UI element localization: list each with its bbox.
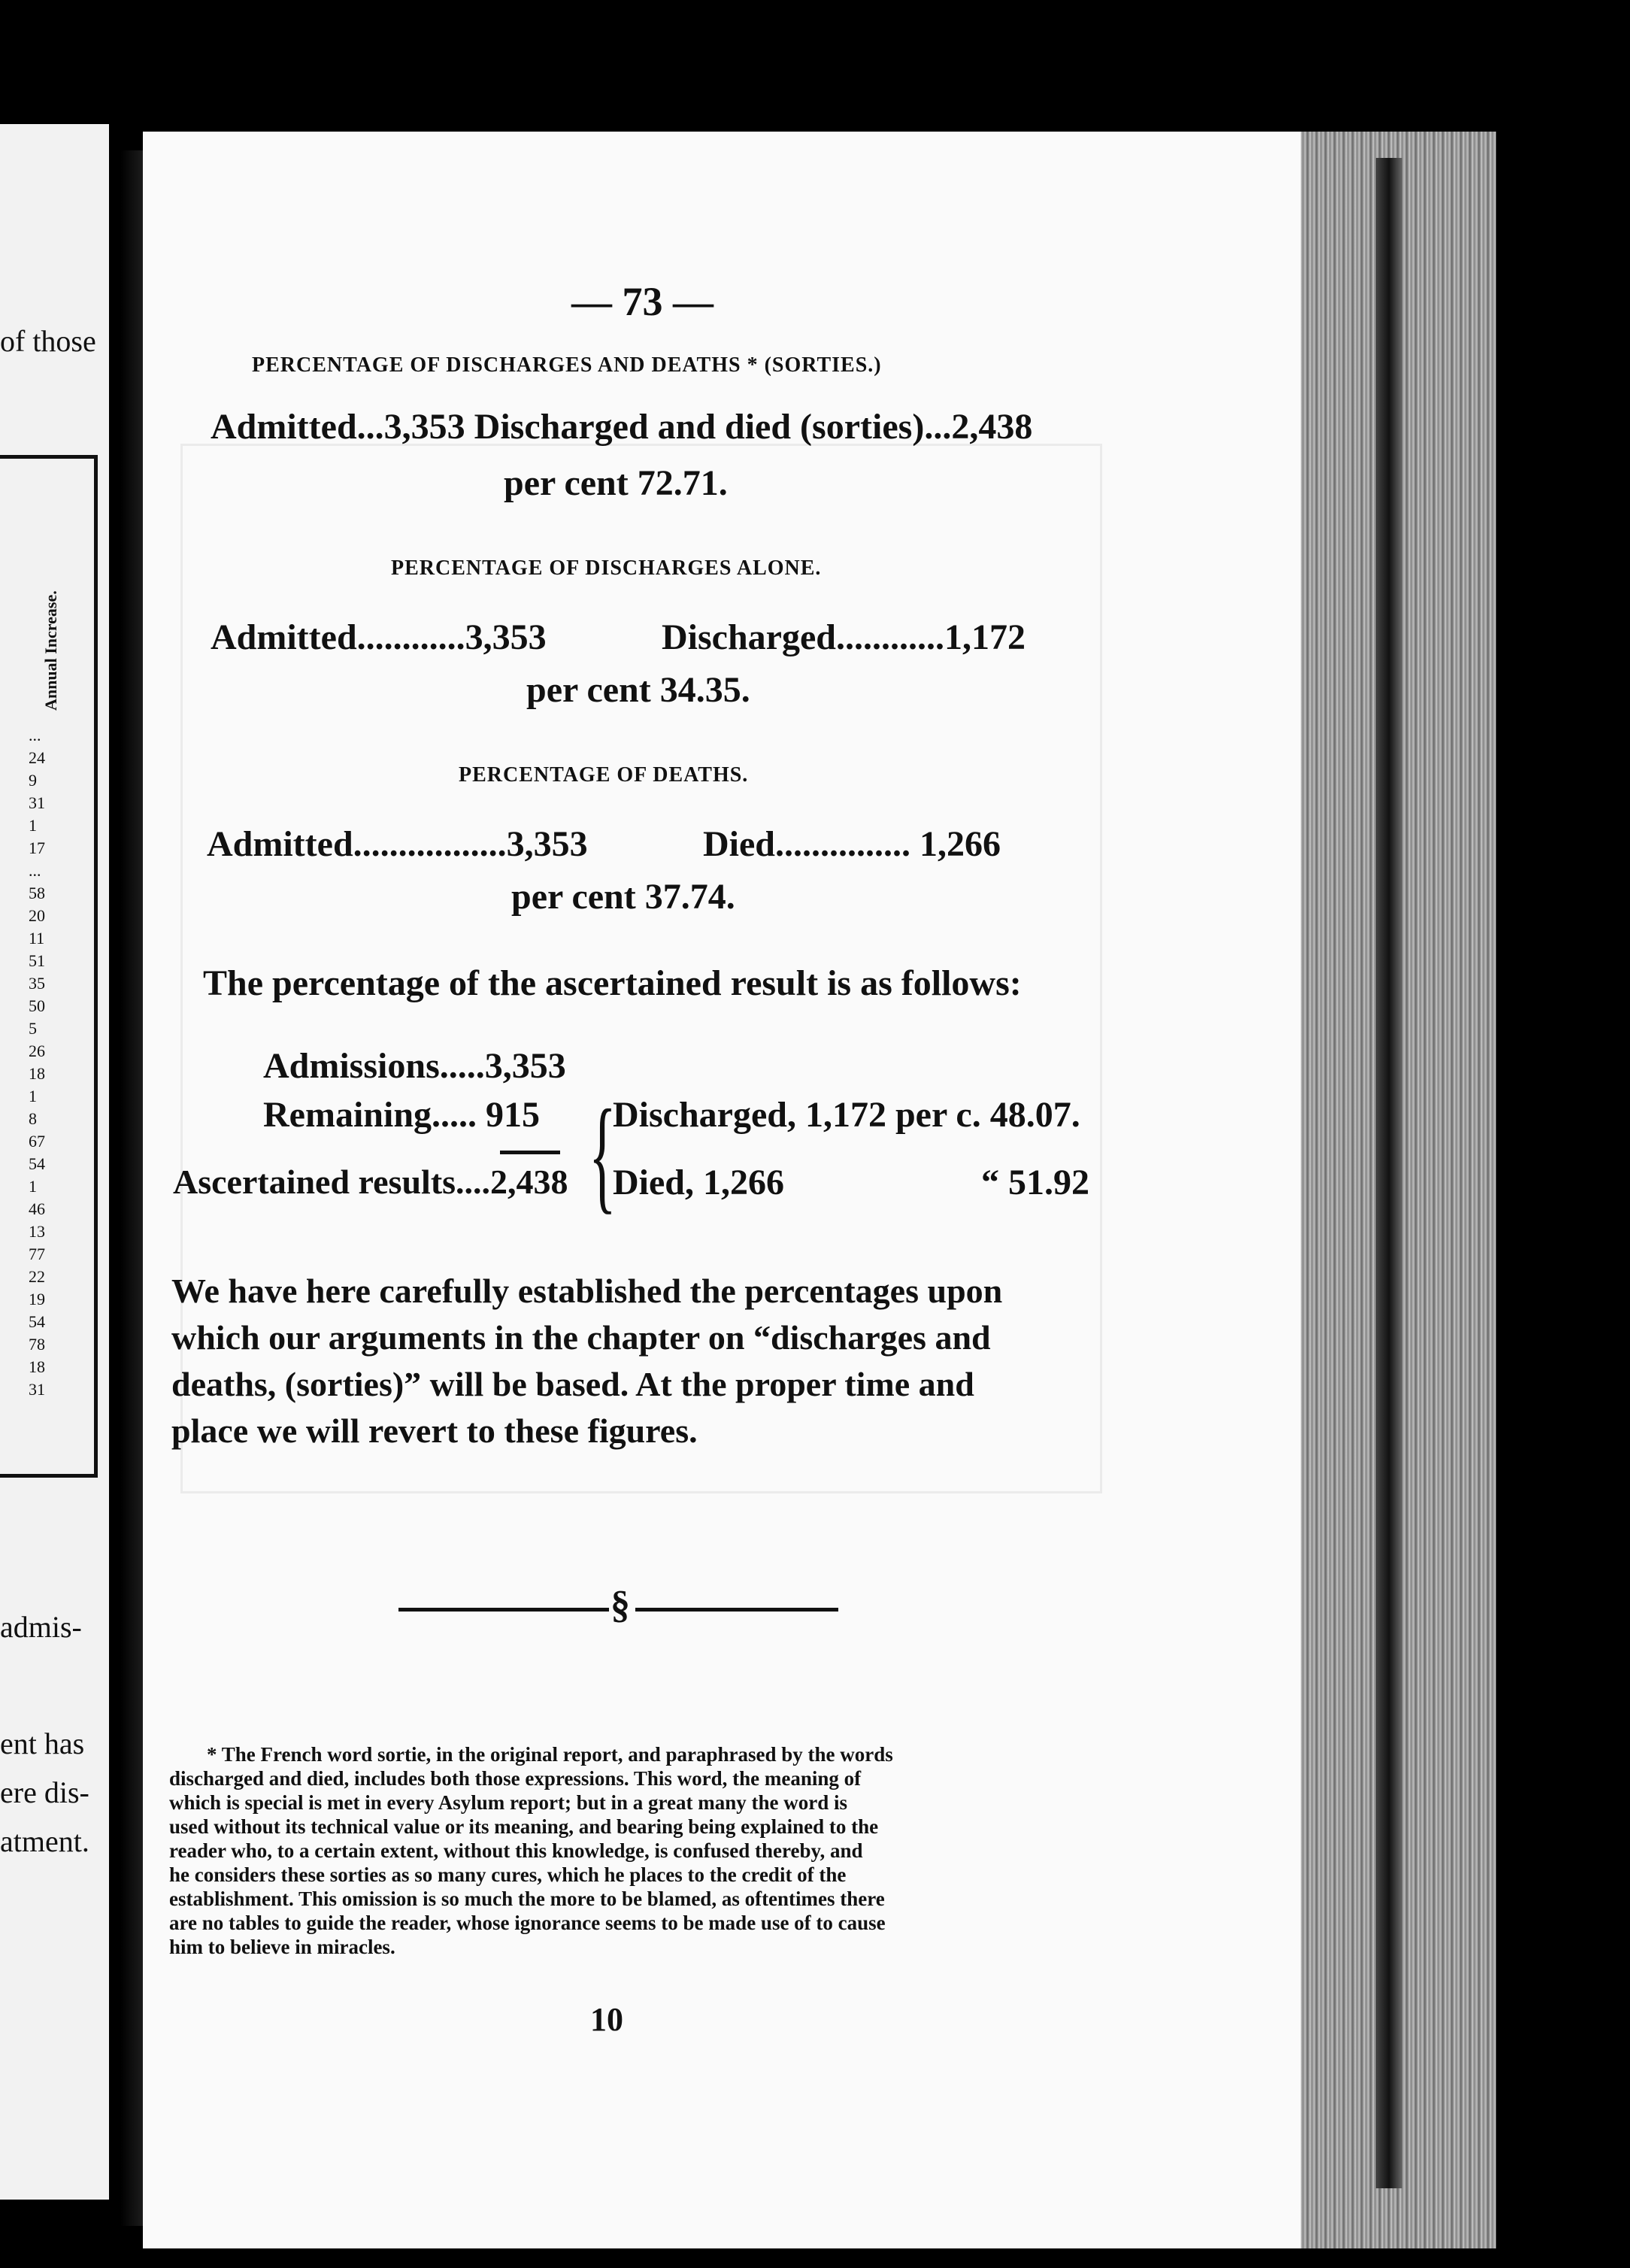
section-mark: § bbox=[610, 1584, 630, 1627]
percent-line: per cent 34.35. bbox=[526, 670, 750, 710]
left-table-value: 24 bbox=[29, 748, 45, 767]
discharged-value: Discharged............1,172 bbox=[662, 617, 1026, 657]
discharged-percent-line: Discharged, 1,172 per c. 48.07. bbox=[613, 1095, 1080, 1135]
percent-line: per cent 37.74. bbox=[511, 877, 735, 917]
left-table-value: 22 bbox=[29, 1267, 45, 1286]
left-fragment: ent has bbox=[0, 1727, 85, 1760]
left-table-value: 17 bbox=[29, 838, 45, 857]
result-intro: The percentage of the ascertained result is as follows: bbox=[203, 963, 1022, 1003]
paragraph-line: which our arguments in the chapter on “discharges and bbox=[171, 1318, 991, 1357]
paragraph-line: deaths, (sorties)” will be based. At the proper time and bbox=[171, 1365, 974, 1403]
heading-deaths: PERCENTAGE OF DEATHS. bbox=[459, 763, 749, 787]
remaining-line: Remaining..... 915 bbox=[263, 1095, 541, 1135]
left-table-value: 9 bbox=[29, 771, 37, 790]
left-table-value: 58 bbox=[29, 884, 45, 902]
left-table-value: 18 bbox=[29, 1357, 45, 1376]
left-fragment: ere dis- bbox=[0, 1775, 89, 1809]
left-table-value: 46 bbox=[29, 1199, 45, 1218]
left-facing-page bbox=[0, 124, 109, 2200]
left-table-value: 67 bbox=[29, 1132, 45, 1151]
sum-rule bbox=[500, 1151, 560, 1154]
admissions-line: Admissions.....3,353 bbox=[263, 1046, 566, 1086]
paragraph-line: place we will revert to these figures. bbox=[171, 1411, 698, 1450]
left-table-value: 31 bbox=[29, 1380, 45, 1399]
ascertained-results-line: Ascertained results....2,438 bbox=[173, 1163, 568, 1201]
footnote-line: which is special is met in every Asylum report; but in a great many the word is bbox=[169, 1791, 847, 1814]
admitted-value: Admitted............3,353 bbox=[211, 617, 547, 657]
footnote-line: he considers these sorties as so many cures, which he places to the credit of the bbox=[169, 1863, 847, 1886]
admitted-value: Admitted.................3,353 bbox=[207, 824, 588, 864]
page-number-top: — 73 — bbox=[571, 279, 714, 324]
left-table-value: 35 bbox=[29, 974, 45, 993]
footnote-line: establishment. This omission is so much the more to be blamed, as oftentimes there bbox=[169, 1887, 885, 1910]
died-percent: “ 51.92 bbox=[981, 1163, 1089, 1202]
left-table-value: 31 bbox=[29, 793, 45, 812]
left-table-value: 5 bbox=[29, 1019, 37, 1038]
heading-discharges-alone: PERCENTAGE OF DISCHARGES ALONE. bbox=[391, 556, 822, 580]
footnote-line: discharged and died, includes both those expressions. This word, the meaning of bbox=[169, 1767, 862, 1790]
left-table-value: ... bbox=[29, 861, 41, 880]
heading-discharges-and-deaths: PERCENTAGE OF DISCHARGES AND DEATHS * (SORTIES.) bbox=[252, 353, 882, 377]
page-number-bottom: 10 bbox=[590, 2001, 623, 2038]
left-table-value: ... bbox=[29, 726, 41, 744]
left-table-value: 78 bbox=[29, 1335, 45, 1354]
footnote-line: used without its technical value or its meaning, and bearing being explained to the bbox=[169, 1815, 879, 1838]
brace-glyph: { bbox=[589, 1084, 617, 1225]
left-fragment: of those bbox=[0, 324, 96, 358]
percent-line: per cent 72.71. bbox=[504, 463, 728, 503]
footnote-line: him to believe in miracles. bbox=[169, 1936, 395, 1958]
page-edge-shadow bbox=[1376, 158, 1402, 2188]
left-table-value: 54 bbox=[29, 1312, 45, 1331]
died-line: Died, 1,266 bbox=[613, 1163, 784, 1202]
left-table-value: 8 bbox=[29, 1109, 37, 1128]
left-table-value: 19 bbox=[29, 1290, 45, 1308]
footnote-line: * The French word sortie, in the original report, and paraphrased by the words bbox=[207, 1743, 893, 1766]
left-table-value: 11 bbox=[29, 929, 45, 948]
left-fragment: admis- bbox=[0, 1610, 82, 1644]
section-rule-right bbox=[635, 1608, 838, 1612]
left-table-value: 20 bbox=[29, 906, 45, 925]
section-rule-left bbox=[398, 1608, 609, 1612]
left-table-value: 1 bbox=[29, 1087, 37, 1105]
footnote-line: reader who, to a certain extent, without this knowledge, is confused thereby, and bbox=[169, 1839, 863, 1862]
left-table-value: 1 bbox=[29, 1177, 37, 1196]
left-table-value: 13 bbox=[29, 1222, 45, 1241]
died-value: Died............... 1,266 bbox=[703, 824, 1001, 864]
left-table-heading: Annual Increase. bbox=[41, 590, 60, 711]
left-table-value: 50 bbox=[29, 996, 45, 1015]
left-table-value: 18 bbox=[29, 1064, 45, 1083]
admitted-discharged-died-line: Admitted...3,353 Discharged and died (sorties)...2,438 bbox=[211, 407, 1033, 447]
paragraph-line: We have here carefully established the percentages upon bbox=[171, 1272, 1003, 1310]
left-fragment: atment. bbox=[0, 1824, 89, 1858]
left-table-value: 26 bbox=[29, 1042, 45, 1060]
left-table-value: 1 bbox=[29, 816, 37, 835]
left-table-value: 77 bbox=[29, 1245, 45, 1263]
footnote-line: are no tables to guide the reader, whose ignorance seems to be made use of to cause bbox=[169, 1912, 886, 1934]
left-table-value: 54 bbox=[29, 1154, 45, 1173]
left-table-value: 51 bbox=[29, 951, 45, 970]
